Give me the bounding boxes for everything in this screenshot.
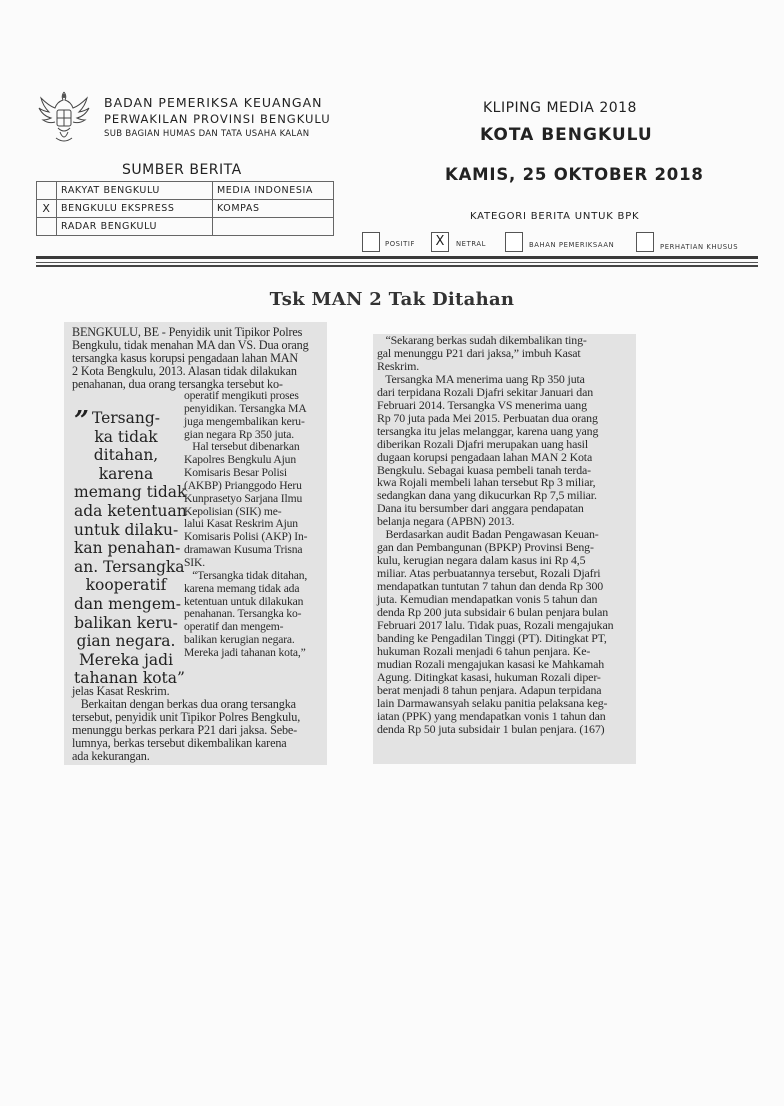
article-column-right bbox=[373, 334, 636, 764]
divider bbox=[36, 265, 758, 267]
article-column-left bbox=[64, 322, 327, 765]
category-checkbox-positif bbox=[362, 232, 380, 252]
article-lead: BENGKULU, BE - Penyidik unit Tipikor Polres Bengkulu, tidak menahan MA dan VS. Dua orang tersangka kasus korupsi pengadaan lahan MAN 2 Kota Bengkulu, 2013. Alasan tidak dilakukan penahanan, dua orang tersangka tersebut ko- bbox=[72, 325, 309, 391]
article-bottom-text: jelas Kasat Reskrim. Berkaitan dengan berkas dua orang tersangka tersebut, penyidik unit Tipikor Polres Bengkulu, menunggu berkas perkara P21 dari jaksa. Sebe- lumnya, berkas tersebut dikembalikan karena ada kekurangan. bbox=[72, 684, 301, 763]
source-cell: RAKYAT BENGKULU bbox=[57, 182, 213, 200]
city-title: KOTA BENGKULU bbox=[480, 125, 653, 145]
source-cell: RADAR BENGKULU bbox=[57, 218, 213, 236]
source-mark bbox=[37, 182, 57, 200]
org-branch: PERWAKILAN PROVINSI BENGKULU bbox=[104, 112, 331, 126]
date-title: KAMIS, 25 OKTOBER 2018 bbox=[445, 165, 704, 184]
category-checkbox-bahan bbox=[505, 232, 523, 252]
category-label-positif: POSITIF bbox=[385, 240, 416, 248]
source-row bbox=[37, 200, 334, 218]
source-label: SUMBER BERITA bbox=[122, 162, 242, 178]
source-mark: X bbox=[37, 200, 57, 218]
category-checkbox-netral: X bbox=[431, 232, 449, 252]
divider bbox=[36, 262, 758, 263]
source-row bbox=[37, 218, 334, 236]
source-table bbox=[36, 181, 334, 236]
category-label-perhatian: PERHATIAN KHUSUS bbox=[660, 243, 739, 251]
category-label-netral: NETRAL bbox=[456, 240, 487, 248]
garuda-emblem-icon bbox=[34, 86, 94, 150]
org-subdivision: SUB BAGIAN HUMAS DAN TATA USAHA KALAN bbox=[104, 129, 310, 139]
category-label: KATEGORI BERITA UNTUK BPK bbox=[470, 211, 640, 222]
source-cell: BENGKULU EKSPRESS bbox=[57, 200, 213, 218]
quote-mark-icon: ” bbox=[74, 406, 89, 436]
category-label-bahan: BAHAN PEMERIKSAAN bbox=[529, 241, 615, 249]
article-headline: Tsk MAN 2 Tak Ditahan bbox=[269, 289, 515, 310]
clipping-title: KLIPING MEDIA 2018 bbox=[483, 100, 637, 116]
source-mark bbox=[37, 218, 57, 236]
source-row bbox=[37, 182, 334, 200]
source-cell: KOMPAS bbox=[213, 200, 334, 218]
source-cell bbox=[213, 218, 334, 236]
org-name: BADAN PEMERIKSA KEUANGAN bbox=[104, 95, 323, 110]
article-side-text: operatif mengikuti proses penyidikan. Tersangka MA juga mengembalikan keru- gian negara Rp 350 juta. Hal tersebut dibenarkan Kapolres Bengkulu Ajun Komisaris Besar Polisi (AKBP) Prianggodo Heru Kunprasetyo Sarjana Ilmu Kepolisian (SIK) me- lalui Kasat Reskrim Ajun Komisaris Polisi (AKP) In- dramawan Kusuma Trisna SIK. “Tersangka tidak ditahan, karena memang tidak ada ketentuan untuk dilakukan penahanan. Tersangka ko- operatif dan mengem- balikan kerugian negara. Mereka jadi tahanan kota,” bbox=[184, 389, 308, 659]
source-cell: MEDIA INDONESIA bbox=[213, 182, 334, 200]
category-checkbox-perhatian bbox=[636, 232, 654, 252]
article-continuation: “Sekarang berkas sudah dikembalikan ting- gal menunggu P21 dari jaksa,” imbuh Kasat Reskrim. Tersangka MA menerima uang Rp 350 juta dari terpidana Rozali Djafri sekitar Januari dan Februari 2014. Tersangka VS menerima uang Rp 70 juta pada Mei 2015. Perbuatan dua orang tersangka itu jelas melanggar, karena uang yang diberikan Rozali Djafri merupakan uang hasil dugaan korupsi pengadaan lahan MAN 2 Kota Bengkulu. Sebagai kuasa pembeli tanah terda- kwa Rojali membeli lahan tersebut Rp 3 miliar, sedangkan dana yang dikucurkan Rp 7,5 miliar. Dana itu bersumber dari anggara pendapatan belanja negara (APBN) 2013. Berdasarkan audit Badan Pengawasan Keuan- gan dan Pembangunan (BPKP) Provinsi Beng- kulu, kerugian negara dalam kasus ini Rp 4,5 miliar. Atas perbuatannya tersebut, Rozali Djafri mendapatkan tuntutan 7 tahun dan denda Rp 300 juta. Kemudian mendapatkan vonis 5 tahun dan denda Rp 200 juta subsidair 6 bulan penjara bulan Februari 2017 lalu. Tidak puas, Rozali mengajukan banding ke Pengadilan Tinggi (PT). Ditingkat PT, hukuman Rozali menjadi 6 tahun penjara. Ke- mudian Rozali mengajukan kasasi ke Mahkamah Agung. Ditingkat kasasi, hukuman Rozali diper- berat menjadi 8 tahun penjara. Adapun terpidana lain Darmawansyah selaku panitia pelaksana keg- iatan (PPK) yang mendapatkan vonis 1 tahun dan denda Rp 50 juta subsidair 1 bulan penjara. (167) bbox=[377, 333, 614, 736]
pull-quote: Tersang- ka tidak ditahan, karena memang tidak ada ketentuan untuk dilaku- kan penahan- an. Tersangka kooperatif dan mengem- balikan keru- gian negara. Mereka jadi tahanan kota” bbox=[74, 409, 187, 688]
divider bbox=[36, 256, 758, 259]
